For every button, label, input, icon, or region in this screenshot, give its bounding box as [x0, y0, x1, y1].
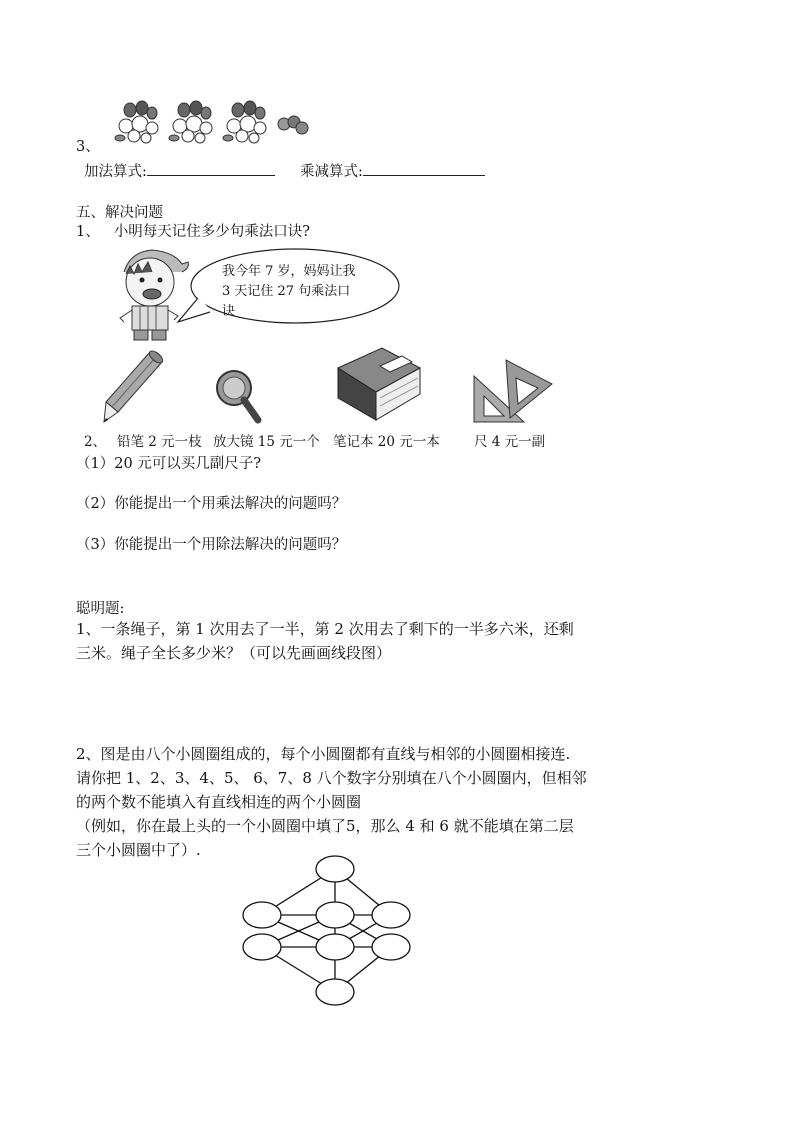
- circle-row3-left[interactable]: [243, 934, 281, 960]
- clever-problem-2: [76, 742, 616, 862]
- addition-answer-blank[interactable]: [147, 161, 275, 176]
- circle-row2-left[interactable]: [243, 902, 281, 928]
- magnifier-icon: [212, 368, 262, 426]
- clever-p2-line-5: 三个小圆圈中了）.: [76, 841, 201, 859]
- clever-p2-line-2: 请你把 1、2、3、4、5、 6、7、8 八个数字分别填在八个小圆圈内，但相邻: [76, 769, 587, 787]
- section5-heading: 五、解决问题: [76, 205, 163, 221]
- flower-bunch-2: [169, 101, 212, 143]
- clever-p2-line-1: 2、图是由八个小圆圈组成的，每个小圆圈都有直线与相邻的小圆圈相接连.: [76, 745, 571, 763]
- clever-p1-line-2: 三米。绳子全长多少米？（可以先画画线段图）: [76, 644, 392, 662]
- clever-p2-line-4: （例如，你在最上头的一个小圆圈中填了5，那么 4 和 6 就不能填在第二层: [76, 817, 574, 835]
- q1-text: 小明每天记住多少句乘法口诀?: [113, 224, 311, 240]
- circle-bottom[interactable]: [316, 979, 354, 1005]
- addition-label: 加法算式:: [84, 164, 147, 180]
- speech-line-2: 3 天记住 27 句乘法口: [222, 284, 351, 299]
- ruler-price: 尺 4 元一副: [474, 434, 546, 450]
- clever-problem-1: [76, 617, 616, 665]
- clever-heading: 聪明题:: [76, 601, 125, 617]
- subquestion-2: （2）你能提出一个用乘法解决的问题吗？: [76, 496, 347, 512]
- multiplication-answer-blank[interactable]: [363, 161, 485, 176]
- flower-bunch-3: [223, 101, 266, 143]
- circle-row3-right[interactable]: [372, 934, 410, 960]
- circle-row3-middle[interactable]: [316, 934, 354, 960]
- circle-top[interactable]: [316, 856, 354, 882]
- multiplication-label: 乘减算式:: [300, 164, 363, 180]
- ruler-set-icon: [470, 356, 554, 424]
- clever-p1-line-1: 1、一条绳子，第 1 次用去了一半，第 2 次用去了剩下的一半多六米，还剩: [76, 620, 574, 638]
- subquestion-1: （1）20 元可以买几副尺子?: [76, 456, 262, 472]
- pencil-icon: [102, 350, 164, 424]
- q2-number: 2、: [84, 434, 107, 450]
- notebook-icon: [324, 346, 422, 424]
- circle-row2-middle[interactable]: [316, 902, 354, 928]
- notebook-price: 笔记本 20 元一本: [333, 434, 440, 450]
- speech-line-3: 诀: [222, 304, 236, 319]
- flower-pot-icon: [112, 98, 312, 146]
- pencil-price: 铅笔 2 元一枝: [117, 434, 202, 450]
- subquestion-3: （3）你能提出一个用除法解决的问题吗？: [76, 537, 347, 553]
- eight-circles-diagram: [236, 852, 420, 1012]
- small-fruits: [278, 116, 308, 134]
- section3-number: 3、: [76, 139, 100, 155]
- speech-line-1: 我今年 7 岁，妈妈让我: [222, 264, 356, 279]
- circle-row2-right[interactable]: [372, 902, 410, 928]
- q1-number: 1、: [76, 224, 100, 240]
- flower-bunch-1: [115, 101, 158, 143]
- clever-p2-line-3: 的两个数不能填入有直线相连的两个小圆圈: [76, 793, 362, 811]
- magnifier-price: 放大镜 15 元一个: [213, 434, 320, 450]
